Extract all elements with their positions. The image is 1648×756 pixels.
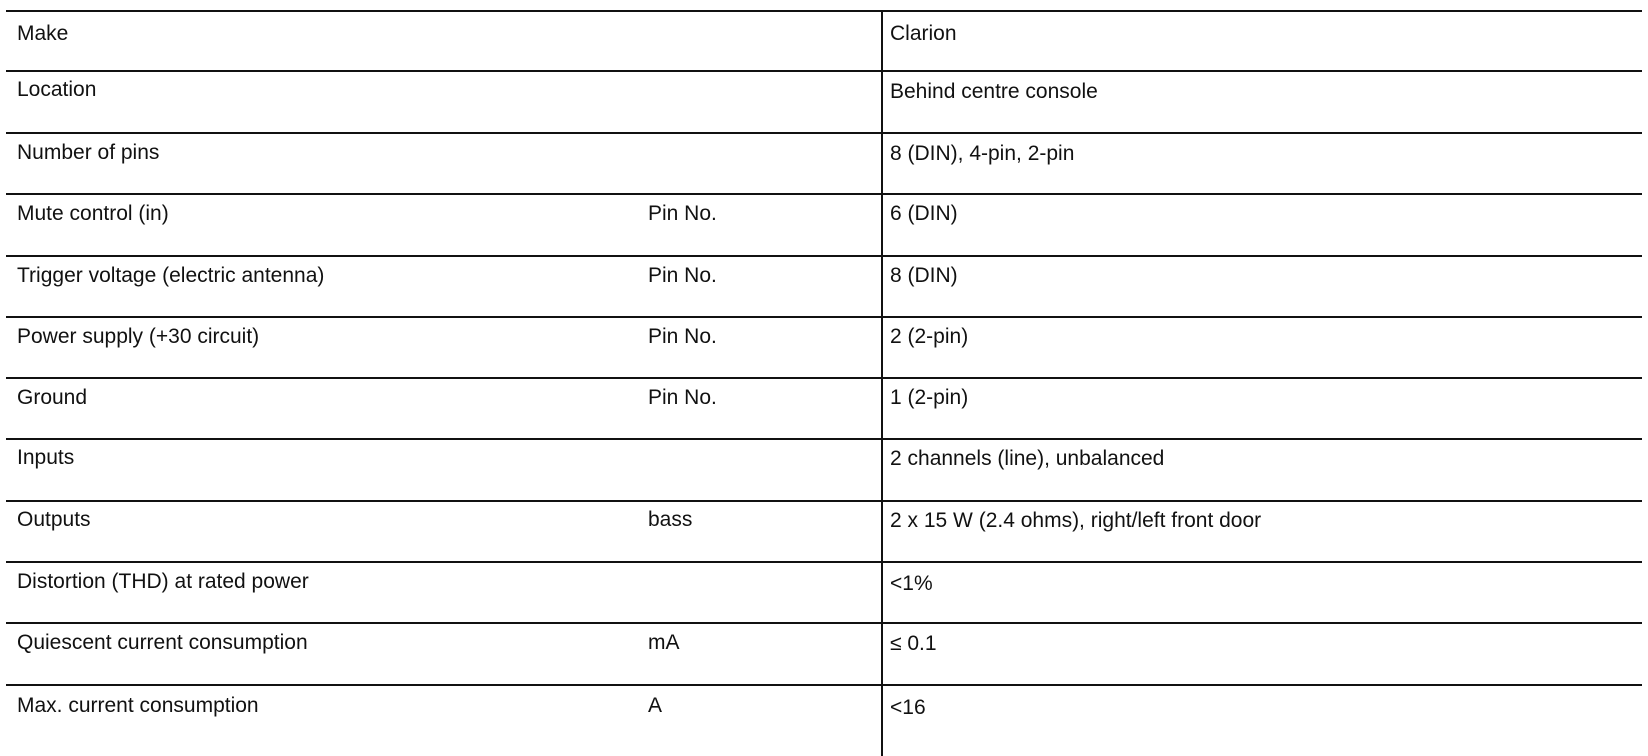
row-unit: mA	[648, 631, 680, 654]
row-label: Make	[17, 22, 69, 45]
row-label: Outputs	[17, 508, 91, 531]
row-rule	[6, 316, 1642, 318]
row-label: Max. current consumption	[17, 694, 259, 717]
table-row	[0, 500, 1648, 562]
row-rule	[6, 132, 1642, 134]
row-rule	[6, 684, 1642, 686]
row-rule	[6, 377, 1642, 379]
table-row	[0, 622, 1648, 684]
table-row	[0, 70, 1648, 132]
row-unit: Pin No.	[648, 325, 717, 348]
row-unit: Pin No.	[648, 202, 717, 225]
row-value: Behind centre console	[890, 80, 1098, 103]
table-row	[0, 255, 1648, 317]
row-value: <1%	[890, 572, 933, 595]
table-row	[0, 438, 1648, 500]
row-rule	[6, 500, 1642, 502]
row-rule	[6, 561, 1642, 563]
row-value: 8 (DIN), 4-pin, 2-pin	[890, 142, 1075, 165]
row-value: Clarion	[890, 22, 957, 45]
row-label: Power supply (+30 circuit)	[17, 325, 260, 348]
row-rule	[6, 255, 1642, 257]
row-label: Quiescent current consumption	[17, 631, 308, 654]
table-row	[0, 10, 1648, 72]
row-rule	[6, 70, 1642, 72]
row-label: Trigger voltage (electric antenna)	[17, 264, 325, 287]
row-value: 1 (2-pin)	[890, 386, 969, 409]
row-value: 2 channels (line), unbalanced	[890, 447, 1165, 470]
table-row	[0, 316, 1648, 378]
row-label: Inputs	[17, 446, 75, 469]
row-label: Mute control (in)	[17, 202, 169, 225]
row-rule	[6, 193, 1642, 195]
row-value: 6 (DIN)	[890, 202, 958, 225]
table-row	[0, 684, 1648, 746]
table-row	[0, 132, 1648, 194]
row-unit: Pin No.	[648, 386, 717, 409]
row-label: Location	[17, 78, 97, 101]
row-unit: Pin No.	[648, 264, 717, 287]
row-value: 2 (2-pin)	[890, 325, 969, 348]
row-label: Distortion (THD) at rated power	[17, 570, 309, 593]
row-value: 2 x 15 W (2.4 ohms), right/left front door	[890, 509, 1262, 532]
row-value: 8 (DIN)	[890, 264, 958, 287]
row-rule	[6, 10, 1642, 12]
row-label: Number of pins	[17, 141, 160, 164]
row-label: Ground	[17, 386, 88, 409]
table-row	[0, 377, 1648, 439]
row-rule	[6, 438, 1642, 440]
row-value: ≤ 0.1	[890, 632, 937, 655]
table-row	[0, 561, 1648, 623]
row-rule	[6, 622, 1642, 624]
row-unit: bass	[648, 508, 693, 531]
row-value: <16	[890, 696, 926, 719]
table-row	[0, 193, 1648, 255]
row-unit: A	[648, 694, 663, 717]
